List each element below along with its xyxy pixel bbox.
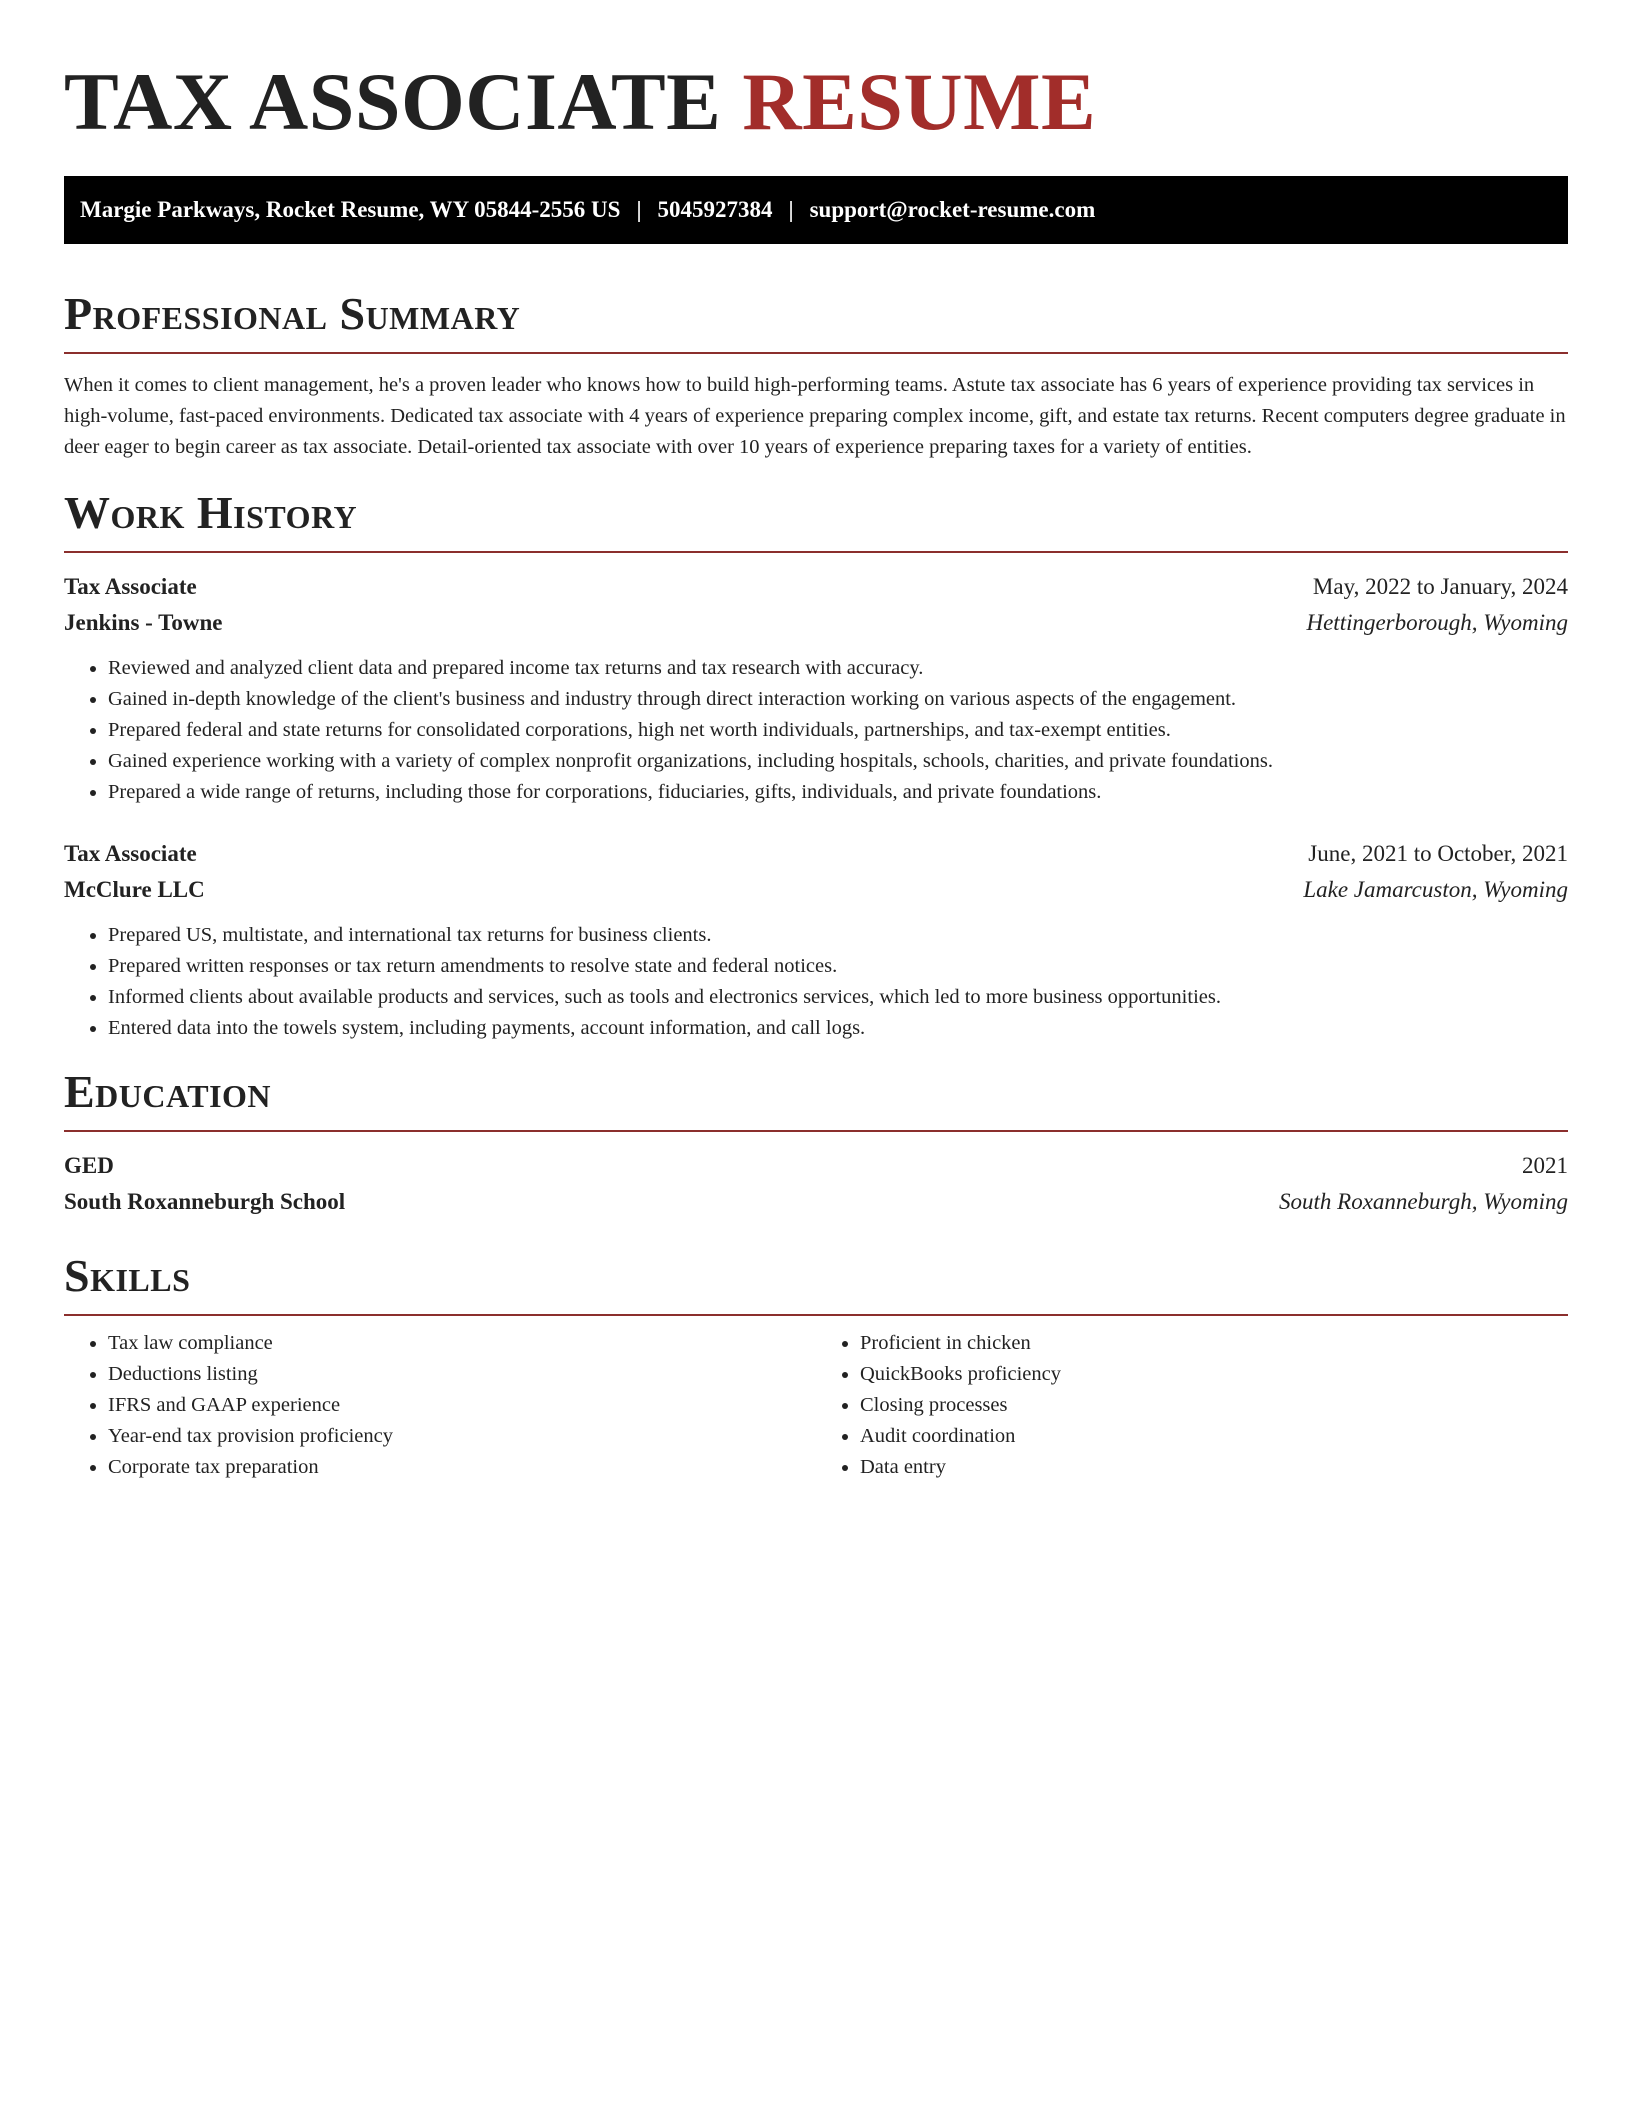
job-location: Hettingerborough, Wyoming <box>1306 610 1568 635</box>
job-bullet: • Prepared US, multistate, and international tax returns for business clients. <box>108 920 1568 951</box>
job-header-row <box>64 836 1568 872</box>
education-section <box>64 1064 1568 1220</box>
section-divider <box>64 1130 1568 1132</box>
section-heading-summary: Professional Summary <box>64 288 521 339</box>
job-bullet: • Informed clients about available products and services, such as tools and electronics services, which led to more business opportunities. <box>108 982 1568 1013</box>
section-divider <box>64 352 1568 354</box>
job-bullet: • Prepared a wide range of returns, including those for corporations, fiduciaries, gifts, individuals, and private foundations. <box>108 777 1568 808</box>
job-company: McClure LLC <box>64 877 205 902</box>
job-bullet-list <box>64 920 1568 1044</box>
job-company-row <box>64 605 1568 641</box>
job-bullet: • Gained in-depth knowledge of the client's business and industry through direct interaction working on various aspects of the engagement. <box>108 684 1568 715</box>
education-entry <box>64 1148 1568 1220</box>
summary-text: When it comes to client management, he's a proven leader who knows how to build high-performing teams. Astute tax associate has 6 years of experience providing tax services in high-volume, fast-paced environments. Dedicated tax associate with 4 years of experience preparing complex income, gift, and estate tax returns. Recent computers degree graduate in deer eager to begin career as tax associate. Detail-oriented tax associate with over 10 years of experience preparing taxes for a variety of entities. <box>64 374 1566 458</box>
title-main: TAX ASSOCIATE <box>64 56 722 147</box>
contact-separator: | <box>788 197 794 222</box>
skill-item: • Proficient in chicken <box>860 1328 1568 1359</box>
skill-item: • Closing processes <box>860 1390 1568 1421</box>
skill-item: • IFRS and GAAP experience <box>108 1390 816 1421</box>
education-school-row <box>64 1184 1568 1220</box>
job-bullet: • Gained experience working with a variety of complex nonprofit organizations, including hospitals, schools, charities, and private foundations. <box>108 746 1568 777</box>
education-school: South Roxanneburgh School <box>64 1189 346 1214</box>
job-title: Tax Associate <box>64 841 197 866</box>
job-bullet: • Reviewed and analyzed client data and prepared income tax returns and tax research with accuracy. <box>108 653 1568 684</box>
skills-columns <box>64 1328 1568 1483</box>
education-header-row <box>64 1148 1568 1184</box>
contact-address: Margie Parkways, Rocket Resume, WY 05844-2556 US <box>80 197 621 222</box>
contact-bar <box>64 176 1568 244</box>
skill-item: • Data entry <box>860 1452 1568 1483</box>
skill-item: • QuickBooks proficiency <box>860 1359 1568 1390</box>
skill-item: • Deductions listing <box>108 1359 816 1390</box>
job-company-row <box>64 872 1568 908</box>
skill-item: • Corporate tax preparation <box>108 1452 816 1483</box>
work-history-section <box>64 485 1568 1044</box>
skills-section <box>64 1248 1568 1483</box>
job-entry <box>64 569 1568 808</box>
job-dates: June, 2021 to October, 2021 <box>1308 841 1568 866</box>
job-bullet-list <box>64 653 1568 808</box>
education-location: South Roxanneburgh, Wyoming <box>1279 1189 1568 1214</box>
section-divider <box>64 1314 1568 1316</box>
contact-separator: | <box>636 197 642 222</box>
skill-item: • Audit coordination <box>860 1421 1568 1452</box>
job-header-row <box>64 569 1568 605</box>
section-divider <box>64 551 1568 553</box>
skills-list-left <box>64 1328 816 1483</box>
job-dates: May, 2022 to January, 2024 <box>1312 574 1568 599</box>
skills-list-right <box>816 1328 1568 1483</box>
summary-section <box>64 286 1568 463</box>
skill-item: • Tax law compliance <box>108 1328 816 1359</box>
contact-phone[interactable]: 5045927384 <box>657 197 773 222</box>
job-bullet: • Prepared federal and state returns for consolidated corporations, high net worth individuals, partnerships, and tax-exempt entities. <box>108 715 1568 746</box>
job-entry <box>64 836 1568 1044</box>
contact-email[interactable]: support@rocket-resume.com <box>809 197 1096 222</box>
education-degree: GED <box>64 1153 114 1178</box>
skill-item: • Year-end tax provision proficiency <box>108 1421 816 1452</box>
title-accent: RESUME <box>742 56 1097 147</box>
section-heading-skills: Skills <box>64 1250 191 1301</box>
section-heading-work-history: Work History <box>64 487 358 538</box>
education-year: 2021 <box>1522 1153 1568 1178</box>
job-bullet: • Prepared written responses or tax return amendments to resolve state and federal notices. <box>108 951 1568 982</box>
resume-title <box>64 0 1568 152</box>
job-bullet: • Entered data into the towels system, including payments, account information, and call logs. <box>108 1013 1568 1044</box>
job-company: Jenkins - Towne <box>64 610 223 635</box>
section-heading-education: Education <box>64 1066 272 1117</box>
job-title: Tax Associate <box>64 574 197 599</box>
job-location: Lake Jamarcuston, Wyoming <box>1303 877 1568 902</box>
